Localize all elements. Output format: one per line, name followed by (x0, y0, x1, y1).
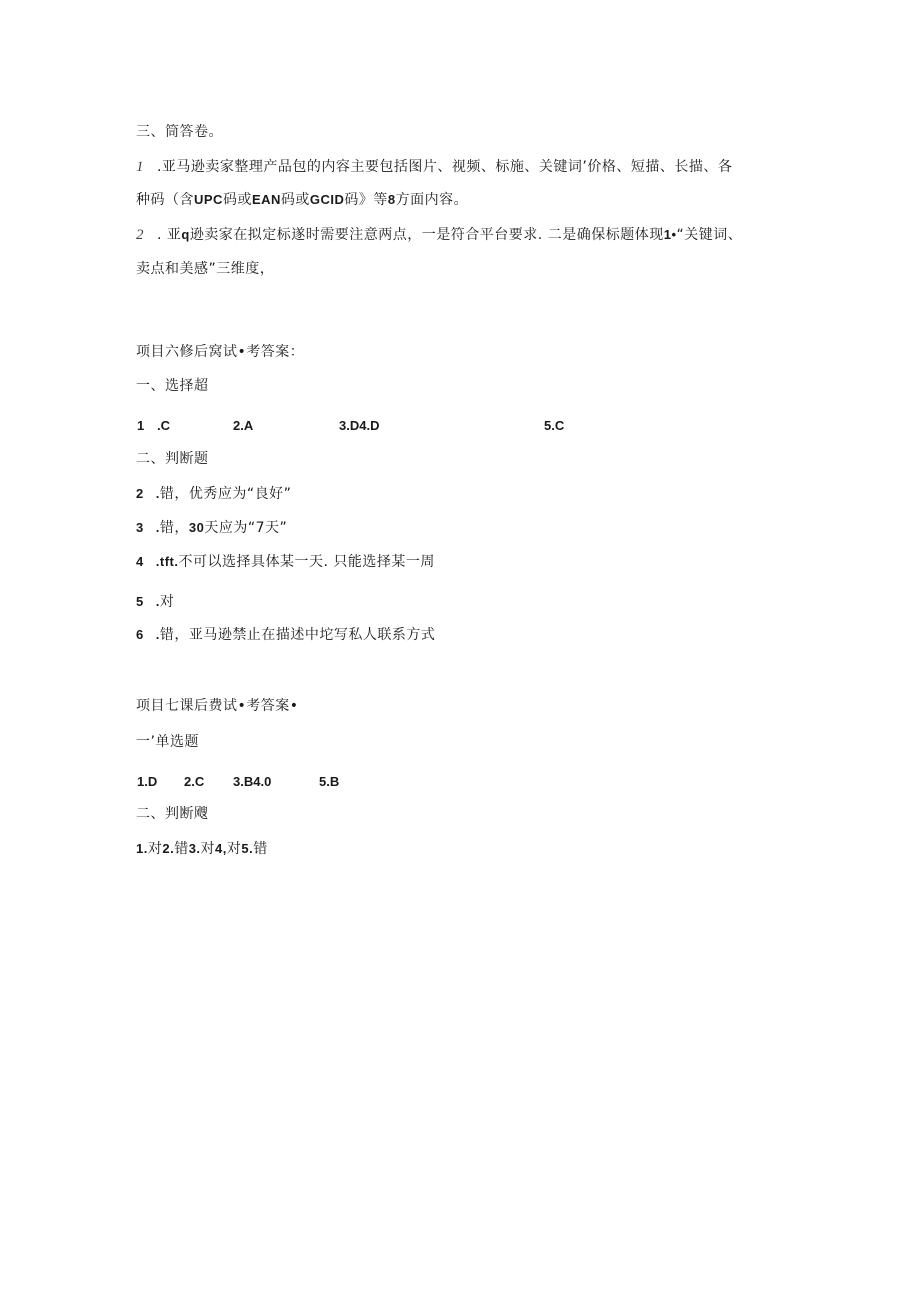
project6-judge-item: 6 .错，亚马逊禁止在描述中坨写私人联系方式 (136, 627, 436, 643)
project6-judge-item: 3 .错，30天应为“7天” (136, 520, 288, 536)
project6-judge-item: 5 .对 (136, 594, 175, 610)
answer-label: 3.B4.0 (233, 774, 272, 789)
section-heading-short-answer: 三、筒答卷。 (136, 124, 223, 140)
answer-label: 2.A (233, 418, 254, 433)
project6-judge-heading: 二、判断题 (136, 451, 209, 467)
short-answer-q2-line2: 卖点和美感”三维度， (136, 261, 275, 277)
short-answer-q1-line2: 种码（含UPC码或EAN码或GCID码》等8方面内容。 (136, 192, 469, 208)
project6-choice-heading: 一、选择超 (136, 378, 209, 394)
q1-number: 1 (136, 159, 144, 175)
answer-label: 2.C (184, 774, 205, 789)
project7-judge-heading: 二、判断飕 (136, 806, 209, 822)
project7-title: 项目七课后费试•考答案• (136, 698, 299, 714)
q2-number: 2 (136, 227, 144, 243)
project6-judge-item: 2 .错，优秀应为“良好” (136, 486, 292, 502)
answer-label: 5.C (544, 418, 565, 433)
answer-label: 1 (137, 418, 145, 433)
short-answer-q1-line1: 1 .亚马逊卖家整理产品包的内容主要包括图片、视频、标施、关键词’价格、短描、长描、各 (136, 159, 733, 175)
project7-judge-answers: 1.对2.错3.对4,对5.错 (136, 841, 268, 857)
project6-title: 项目六修后窝试•考答案： (136, 344, 305, 360)
answer-label: 5.B (319, 774, 340, 789)
answer-label: 1.D (137, 774, 158, 789)
answer-label: .C (157, 418, 170, 433)
project7-choice-heading: 一’单选题 (136, 734, 199, 750)
project6-judge-item: 4 .tft.不可以选择具体某一天. 只能选择某一周 (136, 554, 435, 570)
short-answer-q2-line1: 2 . 亚q逊卖家在拟定标遂时需要注意两点，一是符合平台要求. 二是确保标题体现1•“关键词、 (136, 227, 743, 243)
answer-label: 3.D4.D (339, 418, 380, 433)
